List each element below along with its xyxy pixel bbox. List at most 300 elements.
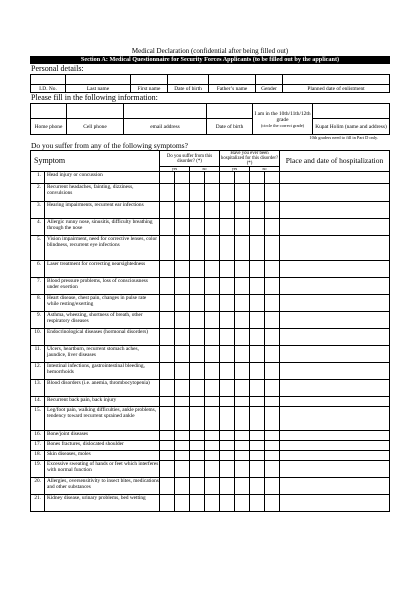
enlistment-date-input-cell[interactable] [283,75,390,85]
hospital-yes-cell[interactable] [235,172,250,184]
symptom-number: 2. [31,184,45,202]
suffer-no-cell[interactable] [190,478,205,495]
hospital-no-cell[interactable] [250,461,265,478]
gender-label: Gender [256,85,283,93]
symptom-row [31,312,390,329]
hospital-no-cell[interactable] [265,184,280,202]
hospital-no-cell[interactable] [250,441,265,451]
symptom-text: Bones fractures, dislocated shoulder [45,441,160,451]
symptom-row [31,184,390,202]
symptom-row [31,441,390,451]
symptom-text: Bone/joint diseases [45,431,160,441]
symptom-text: Head injury or concussion [45,172,160,184]
symptom-row [31,431,390,441]
hospital-no-cell[interactable] [265,441,280,451]
suffer-yes-cell[interactable] [160,431,175,441]
hospital-yes-cell[interactable] [235,380,250,397]
symptom-row [31,495,390,512]
hospital-no-cell[interactable] [250,346,265,363]
hospital-no-cell[interactable] [265,478,280,495]
symptom-number: 3. [31,202,45,219]
hospital-no-cell[interactable] [250,261,265,278]
suffer-no-cell[interactable] [190,451,205,461]
hospital-yes-cell[interactable] [235,295,250,312]
suffer-yes-cell[interactable] [175,172,190,184]
suffer-no-cell[interactable] [205,295,220,312]
suffer-no-cell[interactable] [205,397,220,407]
suffer-no-cell[interactable] [205,329,220,346]
suffer-no-cell[interactable] [205,461,220,478]
suffer-no-cell[interactable] [205,172,220,184]
hospital-yes-cell[interactable] [220,363,235,380]
suffer-yes-cell[interactable] [175,461,190,478]
symptom-row [31,219,390,236]
hospital-no-cell[interactable] [265,236,280,261]
suffer-yes-cell[interactable] [160,461,175,478]
hospitalization-place-cell[interactable] [280,184,390,202]
hospitalization-place-cell[interactable] [280,495,390,512]
hospital-no-cell[interactable] [250,184,265,202]
symptom-number: 7. [31,278,45,295]
suffer-no-cell[interactable] [190,495,205,512]
symptom-rows [31,172,390,512]
suffer-no-cell[interactable] [190,312,205,329]
hospital-no-label: no [250,167,280,172]
symptom-text: Allergies, oversensitivity to insect bites, medications and other substances [45,478,160,495]
id-label: I.D. No. [31,85,66,93]
hospital-no-cell[interactable] [250,312,265,329]
symptom-row [31,236,390,261]
hospital-no-cell[interactable] [265,495,280,512]
hospitalization-place-cell[interactable] [280,261,390,278]
symptom-text: Blood disorders (i.e. anemia, thrombocytopenia) [45,380,160,397]
symptom-number: 15. [31,407,45,431]
hospital-no-cell[interactable] [265,346,280,363]
suffer-yes-cell[interactable] [160,219,175,236]
suffer-yes-cell[interactable] [160,202,175,219]
grade-note: (circle the correct grade) [260,122,305,128]
hospital-no-cell[interactable] [265,278,280,295]
symptom-number: 10. [31,329,45,346]
symptom-number: 18. [31,451,45,461]
symptom-number: 19. [31,461,45,478]
suffer-no-cell[interactable] [205,312,220,329]
symptoms-question: Do you suffer from any of the following symptoms? [31,141,188,150]
hospital-yes-cell[interactable] [220,329,235,346]
hospital-yes-cell[interactable] [220,397,235,407]
symptom-row [31,451,390,461]
symptom-text: Vision impairment, need for corrective lenses, color blindness, recurrent eye infections [45,236,160,261]
symptom-number: 20. [31,478,45,495]
suffer-no-cell[interactable] [190,219,205,236]
suffer-yes-cell[interactable] [160,451,175,461]
grade-label: I am in the 10th/11th/12th grade [254,110,311,123]
suffer-yes-cell[interactable] [175,219,190,236]
hospital-no-cell[interactable] [265,451,280,461]
hospitalization-place-cell[interactable] [280,219,390,236]
hospital-yes-cell[interactable] [235,397,250,407]
personal-details-label: Personal details: [31,64,84,73]
suffer-no-cell[interactable] [205,495,220,512]
hospital-yes-cell[interactable] [220,478,235,495]
hospital-no-cell[interactable] [250,329,265,346]
symptom-row [31,461,390,478]
hospital-yes-label: yes [220,167,250,172]
suffer-yes-cell[interactable] [160,495,175,512]
hospital-yes-cell[interactable] [235,278,250,295]
form-page [30,47,390,512]
suffer-no-cell[interactable] [190,461,205,478]
hospital-no-cell[interactable] [250,397,265,407]
suffer-no-cell[interactable] [190,261,205,278]
cell-phone-input-cell[interactable] [67,104,124,119]
hospital-yes-cell[interactable] [235,261,250,278]
symptom-text: Excessive sweating of hands or feet which interferes with normal function [45,461,160,478]
suffer-yes-cell[interactable] [160,236,175,261]
first-name-input-cell[interactable] [131,75,168,85]
hospital-yes-cell[interactable] [235,219,250,236]
suffer-yes-cell[interactable] [160,441,175,451]
suffer-no-cell[interactable] [205,278,220,295]
hospitalization-place-cell[interactable] [280,478,390,495]
hospital-no-cell[interactable] [265,219,280,236]
hospital-yes-cell[interactable] [235,312,250,329]
suffer-yes-cell[interactable] [175,346,190,363]
suffer-yes-cell[interactable] [175,295,190,312]
suffer-yes-cell[interactable] [175,441,190,451]
hospital-no-cell[interactable] [265,261,280,278]
hospital-yes-cell[interactable] [235,461,250,478]
father-name-input-cell[interactable] [209,75,256,85]
symptom-text: Recurrent headaches, fainting, dizziness, convulsions [45,184,160,202]
suffer-yes-cell[interactable] [160,397,175,407]
hospital-no-cell[interactable] [265,312,280,329]
symptom-text: Kidney disease, urinary problems, bed wetting [45,495,160,512]
symptom-number: 9. [31,312,45,329]
hospitalization-place-cell[interactable] [280,407,390,431]
suffer-yes-cell[interactable] [175,184,190,202]
hospitalization-place-cell[interactable] [280,278,390,295]
suffer-no-cell[interactable] [205,478,220,495]
suffer-no-cell[interactable] [205,441,220,451]
hospital-no-cell[interactable] [250,451,265,461]
grade-cell[interactable] [253,104,313,135]
suffer-no-cell[interactable] [190,380,205,397]
hospital-no-cell[interactable] [250,172,265,184]
suffer-yes-cell[interactable] [175,261,190,278]
suffer-yes-cell[interactable] [160,346,175,363]
hospital-yes-cell[interactable] [235,431,250,441]
hospital-yes-cell[interactable] [235,478,250,495]
symptom-text: Leg/foot pain, walking difficulties, ankle problems, tendency toward recurrent sprained ankle [45,407,160,431]
first-name-label: First name [131,85,168,93]
dob-input-cell[interactable] [168,75,209,85]
symptoms-header-row [31,151,390,167]
hospital-no-cell[interactable] [265,295,280,312]
suffer-no-cell[interactable] [205,184,220,202]
hospital-no-cell[interactable] [250,407,265,431]
symptom-text: Blood pressure problems, loss of consciousness under exertion [45,278,160,295]
suffer-yes-cell[interactable] [175,380,190,397]
suffer-yes-cell[interactable] [175,431,190,441]
hospitalization-place-cell[interactable] [280,431,390,441]
symptom-row [31,295,390,312]
suffer-yes-cell[interactable] [175,236,190,261]
section-a-banner: Section A: Medical Questionnaire for Security Forces Applicants (to be filled out by the applicant) [30,56,390,64]
hospitalization-place-cell[interactable] [280,451,390,461]
personal-header-row [31,85,390,93]
hospitalization-place-cell[interactable] [280,202,390,219]
hospital-yes-cell[interactable] [220,380,235,397]
suffer-no-cell[interactable] [205,407,220,431]
last-name-label: Last name [66,85,131,93]
hospital-yes-cell[interactable] [220,184,235,202]
suffer-no-cell[interactable] [205,202,220,219]
hospitalization-place-cell[interactable] [280,312,390,329]
hospital-yes-cell[interactable] [235,363,250,380]
hospitalization-place-cell[interactable] [280,363,390,380]
suffer-yes-label: yes [160,167,190,172]
suffer-no-cell[interactable] [190,295,205,312]
info-table [30,103,390,135]
cell-phone-label: Cell phone [67,119,124,135]
info-input-row [31,104,390,119]
suffer-no-cell[interactable] [190,431,205,441]
hospital-no-cell[interactable] [250,495,265,512]
hospital-yes-cell[interactable] [220,219,235,236]
suffer-no-cell[interactable] [190,441,205,451]
symptom-number: 13. [31,380,45,397]
symptom-text: Intestinal infections, gastrointestinal bleeding, hemorrhoids [45,363,160,380]
hospital-no-cell[interactable] [265,363,280,380]
symptom-header: Symptom [31,151,160,172]
suffer-yes-cell[interactable] [175,478,190,495]
hospital-no-cell[interactable] [265,202,280,219]
hospital-yes-cell[interactable] [220,236,235,261]
home-phone-input-cell[interactable] [31,104,67,119]
hospital-yes-cell[interactable] [220,407,235,431]
hospital-yes-cell[interactable] [220,495,235,512]
suffer-yes-cell[interactable] [175,363,190,380]
suffer-no-cell[interactable] [205,380,220,397]
dob2-label: Date of birth [207,119,253,135]
suffer-yes-cell[interactable] [175,312,190,329]
gender-input-cell[interactable] [256,75,283,85]
suffer-no-cell[interactable] [205,451,220,461]
hospital-no-cell[interactable] [265,431,280,441]
hospital-yes-cell[interactable] [235,495,250,512]
hospital-no-cell[interactable] [265,461,280,478]
personal-details-table [30,74,390,93]
hospitalization-place-cell[interactable] [280,172,390,184]
symptom-row [31,172,390,184]
symptom-row [31,202,390,219]
symptom-text: Heart disease, chest pain, changes in pulse rate while resting/exerting [45,295,160,312]
hospital-yes-cell[interactable] [220,172,235,184]
grade-footnote: 10th graders need to fill in Part D only. [309,135,378,140]
symptom-number: 16. [31,431,45,441]
hospital-no-cell[interactable] [265,380,280,397]
suffer-no-cell[interactable] [205,363,220,380]
symptom-number: 11. [31,346,45,363]
suffer-no-cell[interactable] [190,363,205,380]
symptom-text: Laser treatment for correcting nearsightedness [45,261,160,278]
suffer-yes-cell[interactable] [175,495,190,512]
home-phone-label: Home phone [31,119,67,135]
father-name-label: Father’s name [209,85,256,93]
hospital-yes-cell[interactable] [235,329,250,346]
suffer-no-cell[interactable] [190,278,205,295]
id-input-cell[interactable] [31,75,66,85]
suffer-yes-cell[interactable] [175,278,190,295]
hospitalization-place-cell[interactable] [280,329,390,346]
suffer-no-cell[interactable] [205,261,220,278]
hospitalization-place-cell[interactable] [280,295,390,312]
hospital-no-cell[interactable] [250,202,265,219]
suffer-yes-cell[interactable] [160,278,175,295]
hospitalization-place-cell[interactable] [280,397,390,407]
symptom-number: 17. [31,441,45,451]
symptom-number: 21. [31,495,45,512]
symptom-number: 12. [31,363,45,380]
symptom-text: Allergic runny nose, sinusitis, difficulty breathing through the nose [45,219,160,236]
hospital-yes-cell[interactable] [220,278,235,295]
suffer-yes-cell[interactable] [175,451,190,461]
symptom-text: Endocrinological diseases (hormonal disorders) [45,329,160,346]
hospital-yes-cell[interactable] [235,451,250,461]
symptom-text: Hearing impairments, recurrent ear infections [45,202,160,219]
personal-input-row [31,75,390,85]
suffer-yes-cell[interactable] [175,329,190,346]
hospital-no-cell[interactable] [250,278,265,295]
symptom-number: 6. [31,261,45,278]
hospitalization-place-cell[interactable] [280,380,390,397]
hospitalization-place-cell[interactable] [280,461,390,478]
form-title: Medical Declaration (confidential after being filled out) [131,47,289,55]
symptom-number: 4. [31,219,45,236]
symptoms-table [30,150,390,512]
suffer-yes-cell[interactable] [160,261,175,278]
email-label: email address [124,119,207,135]
symptom-row [31,261,390,278]
hospital-no-cell[interactable] [250,236,265,261]
hospital-no-cell[interactable] [250,478,265,495]
dob2-input-cell[interactable] [207,104,253,119]
hospitalization-place-cell[interactable] [280,346,390,363]
suffer-no-cell[interactable] [190,397,205,407]
hospital-no-cell[interactable] [250,363,265,380]
hospital-yes-cell[interactable] [235,184,250,202]
symptom-row [31,478,390,495]
symptom-row [31,346,390,363]
suffer-yes-cell[interactable] [175,202,190,219]
suffer-yes-cell[interactable] [160,363,175,380]
symptom-row [31,278,390,295]
hospital-yes-cell[interactable] [235,202,250,219]
suffer-no-cell[interactable] [205,431,220,441]
info-label: Please fill in the following information: [31,93,158,102]
symptom-text: Ulcers, heartburn, recurrent stomach aches, jaundice, liver diseases [45,346,160,363]
suffer-no-cell[interactable] [205,219,220,236]
hospital-no-cell[interactable] [250,219,265,236]
suffer-no-cell[interactable] [190,184,205,202]
suffer-no-cell[interactable] [205,346,220,363]
symptom-text: Skin diseases, moles [45,451,160,461]
hospital-no-cell[interactable] [265,407,280,431]
suffer-no-cell[interactable] [190,329,205,346]
suffer-yes-cell[interactable] [160,407,175,431]
hospital-yes-cell[interactable] [220,295,235,312]
hospital-no-cell[interactable] [265,329,280,346]
symptom-number: 5. [31,236,45,261]
symptom-row [31,329,390,346]
hospital-yes-cell[interactable] [220,431,235,441]
hospital-yes-cell[interactable] [235,407,250,431]
symptom-row [31,397,390,407]
symptom-text: Recurrent back pain, back injury [45,397,160,407]
suffer-no-cell[interactable] [205,236,220,261]
email-input-cell[interactable] [124,104,207,119]
hospitalization-place-cell[interactable] [280,441,390,451]
dob-label: Date of birth [168,85,209,93]
hospital-no-cell[interactable] [250,380,265,397]
hospital-yes-cell[interactable] [220,346,235,363]
suffer-no-cell[interactable] [190,407,205,431]
kupat-label: Kupat Holim (name and address) [313,119,390,135]
hospital-yes-cell[interactable] [235,346,250,363]
suffer-no-cell[interactable] [190,172,205,184]
suffer-no-label: no [190,167,220,172]
hospital-yes-cell[interactable] [220,451,235,461]
hospital-header: Have you ever been hospitalized for this disorder? (*) [220,151,279,166]
suffer-yes-cell[interactable] [175,397,190,407]
suffer-yes-cell[interactable] [160,295,175,312]
symptom-row [31,407,390,431]
suffer-yes-cell[interactable] [160,312,175,329]
suffer-no-cell[interactable] [190,346,205,363]
suffer-yes-cell[interactable] [160,380,175,397]
hospital-no-cell[interactable] [265,172,280,184]
hospital-yes-cell[interactable] [220,202,235,219]
hospital-yes-cell[interactable] [220,261,235,278]
hospital-no-cell[interactable] [250,431,265,441]
hospital-yes-cell[interactable] [235,441,250,451]
suffer-yes-cell[interactable] [160,184,175,202]
symptom-text: Asthma, wheezing, shortness of breath, other respiratory diseases [45,312,160,329]
hospital-no-cell[interactable] [265,397,280,407]
kupat-input-cell[interactable] [313,104,390,119]
suffer-yes-cell[interactable] [160,329,175,346]
info-header-row [31,119,390,135]
hospital-yes-cell[interactable] [220,461,235,478]
symptom-row [31,380,390,397]
symptom-row [31,363,390,380]
suffer-yes-cell[interactable] [175,407,190,431]
suffer-header: Do you suffer from this disorder? (*) [160,151,220,167]
hospital-yes-cell[interactable] [220,312,235,329]
hospital-no-cell[interactable] [250,295,265,312]
place-header: Place and date of hospitalization [280,151,390,172]
suffer-yes-cell[interactable] [160,172,175,184]
suffer-no-cell[interactable] [190,236,205,261]
hospitalization-place-cell[interactable] [280,236,390,261]
hospital-yes-cell[interactable] [220,441,235,451]
hospital-yes-cell[interactable] [235,236,250,261]
suffer-no-cell[interactable] [190,202,205,219]
suffer-yes-cell[interactable] [160,478,175,495]
last-name-input-cell[interactable] [66,75,131,85]
symptom-number: 1. [31,172,45,184]
